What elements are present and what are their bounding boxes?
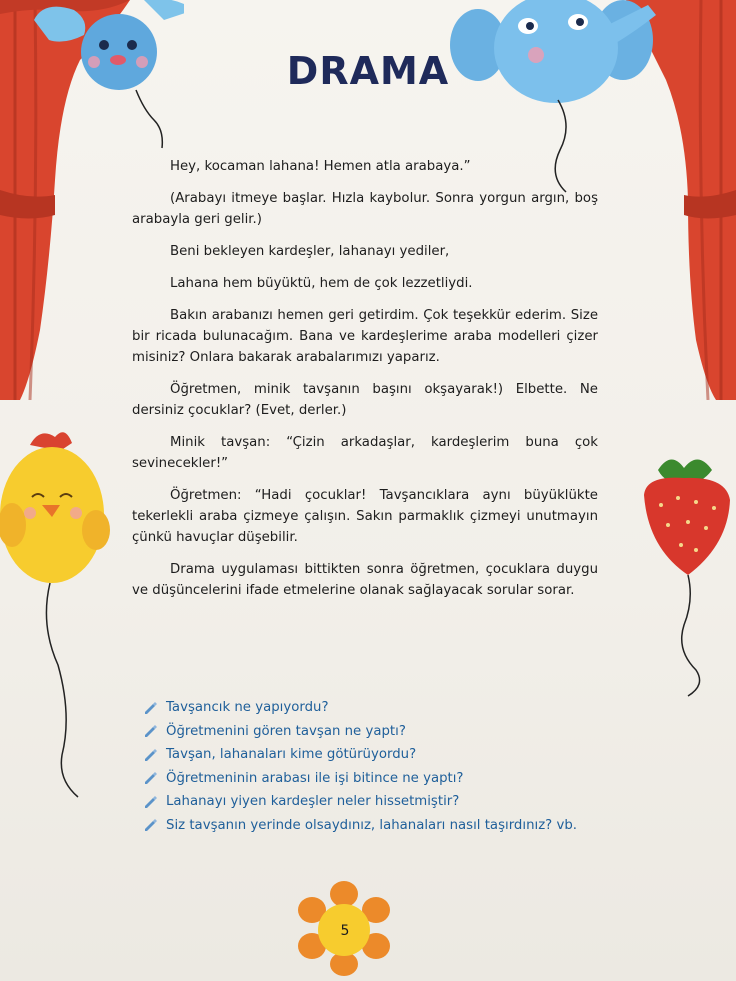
- question-text: Lahanayı yiyen kardeşler neler hissetmiştir?: [166, 794, 460, 810]
- paragraph: Hey, kocaman lahana! Hemen atla arabaya.”: [170, 159, 471, 174]
- pencil-icon: [144, 795, 158, 809]
- paragraph: Öğretmen: “Hadi çocuklar! Tavşancıklara aynı büyüklükte tekerlekli araba çizmeye çalışın. Sakın parmaklık çizmeyi unutmayın çünkü havuçlar düşebilir.: [132, 488, 598, 545]
- paragraph: Minik tavşan: “Çizin arkadaşlar, kardeşlerim buna çok sevinecekler!”: [132, 435, 598, 471]
- paragraph: Bakın arabanızı hemen geri getirdim. Çok teşekkür ederim. Size bir ricada bulunacağım. Bana ve kardeşlerime araba modelleri çizer misiniz? Onlara bakarak arabalarımızı yaparız.: [132, 308, 598, 365]
- list-item: [144, 696, 624, 720]
- question-text: Tavşan, lahanaları kime götürüyordu?: [166, 747, 417, 763]
- list-item: [144, 743, 624, 767]
- strawberry-balloon-icon: [636, 450, 736, 700]
- pencil-icon: [144, 701, 158, 715]
- pencil-icon: [144, 748, 158, 762]
- question-list: [144, 696, 624, 837]
- list-item: [144, 767, 624, 791]
- paragraph: Beni bekleyen kardeşler, lahanayı yediler,: [170, 244, 450, 259]
- question-text: Öğretmeninin arabası ile işi bitince ne yaptı?: [166, 770, 464, 786]
- question-text: Öğretmenini gören tavşan ne yaptı?: [166, 723, 406, 739]
- paragraph: (Arabayı itmeye başlar. Hızla kaybolur. Sonra yorgun argın, boş arabayla geri gelir.): [132, 191, 598, 227]
- paragraph: Lahana hem büyüktü, hem de çok lezzetliydi.: [170, 276, 473, 291]
- pencil-icon: [144, 818, 158, 832]
- chick-balloon-icon: [0, 425, 115, 800]
- list-item: [144, 790, 624, 814]
- pencil-icon: [144, 724, 158, 738]
- page-title: DRAMA: [286, 49, 450, 94]
- paragraph: Öğretmen, minik tavşanın başını okşayarak!) Elbette. Ne dersiniz çocuklar? (Evet, derler.): [132, 382, 598, 418]
- paragraph: Drama uygulaması bittikten sonra öğretmen, çocuklara duygu ve düşüncelerini ifade etmelerine olanak sağlayacak sorular sorar.: [132, 562, 598, 598]
- pencil-icon: [144, 771, 158, 785]
- list-item: [144, 720, 624, 744]
- question-text: Tavşancık ne yapıyordu?: [166, 700, 329, 716]
- page-number: 5: [340, 923, 350, 939]
- story-text: [132, 156, 598, 612]
- question-text: Siz tavşanın yerinde olsaydınız, lahanaları nasıl taşırdınız? vb.: [166, 817, 577, 833]
- list-item: [144, 814, 624, 838]
